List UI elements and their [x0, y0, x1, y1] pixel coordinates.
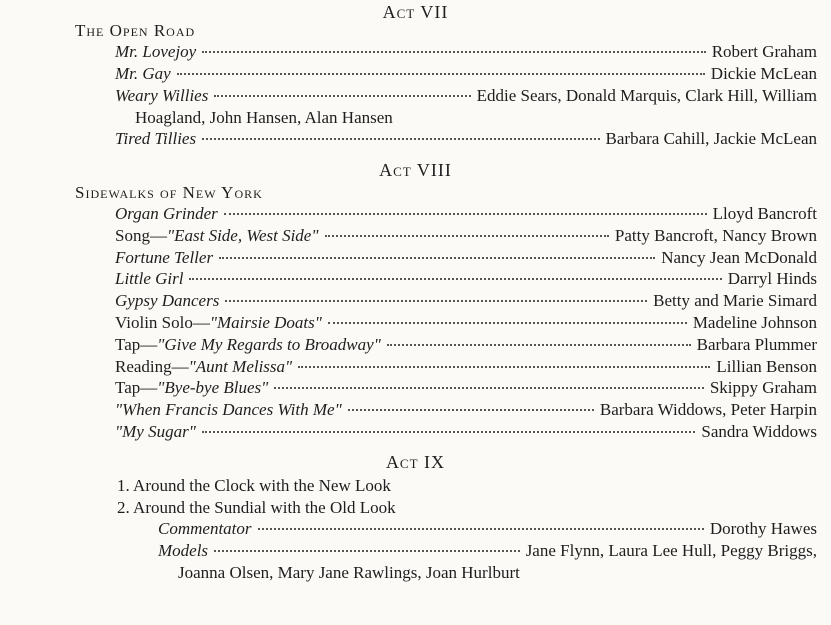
- dot-leader: [177, 73, 705, 75]
- role-title: "Mairsie Doats": [209, 313, 322, 332]
- cast-name: Nancy Jean McDonald: [661, 248, 817, 267]
- cast-name: Eddie Sears, Donald Marquis, Clark Hill, William: [476, 86, 817, 105]
- role-prefix: Reading—: [115, 357, 189, 376]
- role-name: [115, 377, 268, 399]
- cast-name: Barbara Cahill, Jackie McLean: [605, 129, 817, 148]
- role-name: [115, 356, 292, 378]
- cast-row: [115, 247, 817, 269]
- act-7-title: Act VII: [382, 2, 449, 22]
- role-title: "When Francis Dances With Me": [115, 400, 342, 419]
- dot-leader: [202, 138, 599, 140]
- role-name: [115, 268, 183, 290]
- dot-leader: [258, 528, 704, 530]
- dot-leader: [219, 257, 655, 259]
- act-7-scene-title: The Open Road: [75, 21, 196, 40]
- cast-row: [115, 203, 817, 225]
- cast-row: [115, 377, 817, 399]
- role-title: "My Sugar": [115, 422, 196, 441]
- role-title: "Aunt Melissa": [188, 357, 293, 376]
- role-prefix: Song—: [115, 226, 167, 245]
- role-title: "Give My Regards to Broadway": [157, 335, 381, 354]
- cast-name: Sandra Widdows: [701, 422, 817, 441]
- role-name: [115, 247, 213, 269]
- role-title: "East Side, West Side": [166, 226, 319, 245]
- cast-continuation: Hoagland, John Hansen, Alan Hansen: [135, 108, 393, 127]
- cast-name: Betty and Marie Simard: [653, 291, 817, 310]
- cast-row: [115, 334, 817, 356]
- role-name: [115, 421, 196, 443]
- role-name: Mr. Lovejoy: [115, 42, 197, 61]
- cast-name: Barbara Widdows, Peter Harpin: [599, 400, 817, 419]
- cast-name: Dickie McLean: [710, 64, 817, 83]
- cast-row: [115, 225, 817, 247]
- cast-row: [115, 356, 817, 378]
- role-title: Gypsy Dancers: [115, 291, 220, 310]
- cast-row: [115, 85, 817, 107]
- cast-row: [158, 540, 817, 562]
- cast-continuation: Joanna Olsen, Mary Jane Rawlings, Joan Hurlburt: [178, 563, 520, 582]
- dot-leader: [387, 344, 691, 346]
- dot-leader: [298, 366, 710, 368]
- dot-leader: [224, 213, 707, 215]
- dot-leader: [214, 95, 470, 97]
- list-item: 1. Around the Clock with the New Look: [117, 476, 391, 495]
- cast-name: Jane Flynn, Laura Lee Hull, Peggy Briggs,: [525, 541, 817, 560]
- cast-name: Skippy Graham: [709, 378, 817, 397]
- role-title: "Bye-bye Blues": [157, 378, 269, 397]
- role-prefix: Tap—: [115, 335, 158, 354]
- role-name: [115, 225, 319, 247]
- cast-row: [115, 41, 817, 63]
- act-8-title: Act VIII: [379, 160, 452, 180]
- act-8-scene-title: Sidewalks of New York: [75, 183, 263, 202]
- dot-leader: [348, 409, 594, 411]
- role-name: [115, 203, 218, 225]
- dot-leader: [214, 550, 520, 552]
- role-name: Tired Tillies: [115, 129, 197, 148]
- list-item: 2. Around the Sundial with the Old Look: [117, 498, 396, 517]
- cast-name: Lloyd Bancroft: [712, 204, 817, 223]
- cast-name: Madeline Johnson: [692, 313, 817, 332]
- role-prefix: Tap—: [115, 378, 158, 397]
- act-9-title: Act IX: [385, 452, 446, 472]
- cast-row: [115, 421, 817, 443]
- cast-row: [158, 518, 817, 540]
- role-name: [115, 334, 381, 356]
- cast-name: Dorothy Hawes: [709, 519, 817, 538]
- role-name: Models: [158, 541, 209, 560]
- cast-name: Barbara Plummer: [696, 335, 817, 354]
- cast-row: [115, 63, 817, 85]
- cast-name: Lillian Benson: [716, 357, 817, 376]
- role-title: Fortune Teller: [115, 248, 214, 267]
- role-prefix: Violin Solo—: [115, 313, 210, 332]
- role-name: Weary Willies: [115, 86, 209, 105]
- cast-row: [115, 399, 817, 421]
- dot-leader: [274, 387, 704, 389]
- cast-row: [115, 128, 817, 150]
- cast-name: Robert Graham: [711, 42, 817, 61]
- role-name: [115, 312, 322, 334]
- cast-name: Patty Bancroft, Nancy Brown: [614, 226, 817, 245]
- cast-name: Darryl Hinds: [727, 269, 817, 288]
- dot-leader: [328, 322, 687, 324]
- dot-leader: [225, 300, 647, 302]
- role-title: Little Girl: [115, 269, 184, 288]
- cast-row: [115, 312, 817, 334]
- dot-leader: [202, 431, 696, 433]
- dot-leader: [189, 278, 721, 280]
- role-title: Organ Grinder: [115, 204, 218, 223]
- dot-leader: [202, 51, 706, 53]
- role-name: Commentator: [158, 519, 252, 538]
- dot-leader: [325, 235, 609, 237]
- cast-row: [115, 290, 817, 312]
- role-name: Mr. Gay: [115, 64, 171, 83]
- role-name: [115, 399, 342, 421]
- role-name: [115, 290, 219, 312]
- cast-row: [115, 268, 817, 290]
